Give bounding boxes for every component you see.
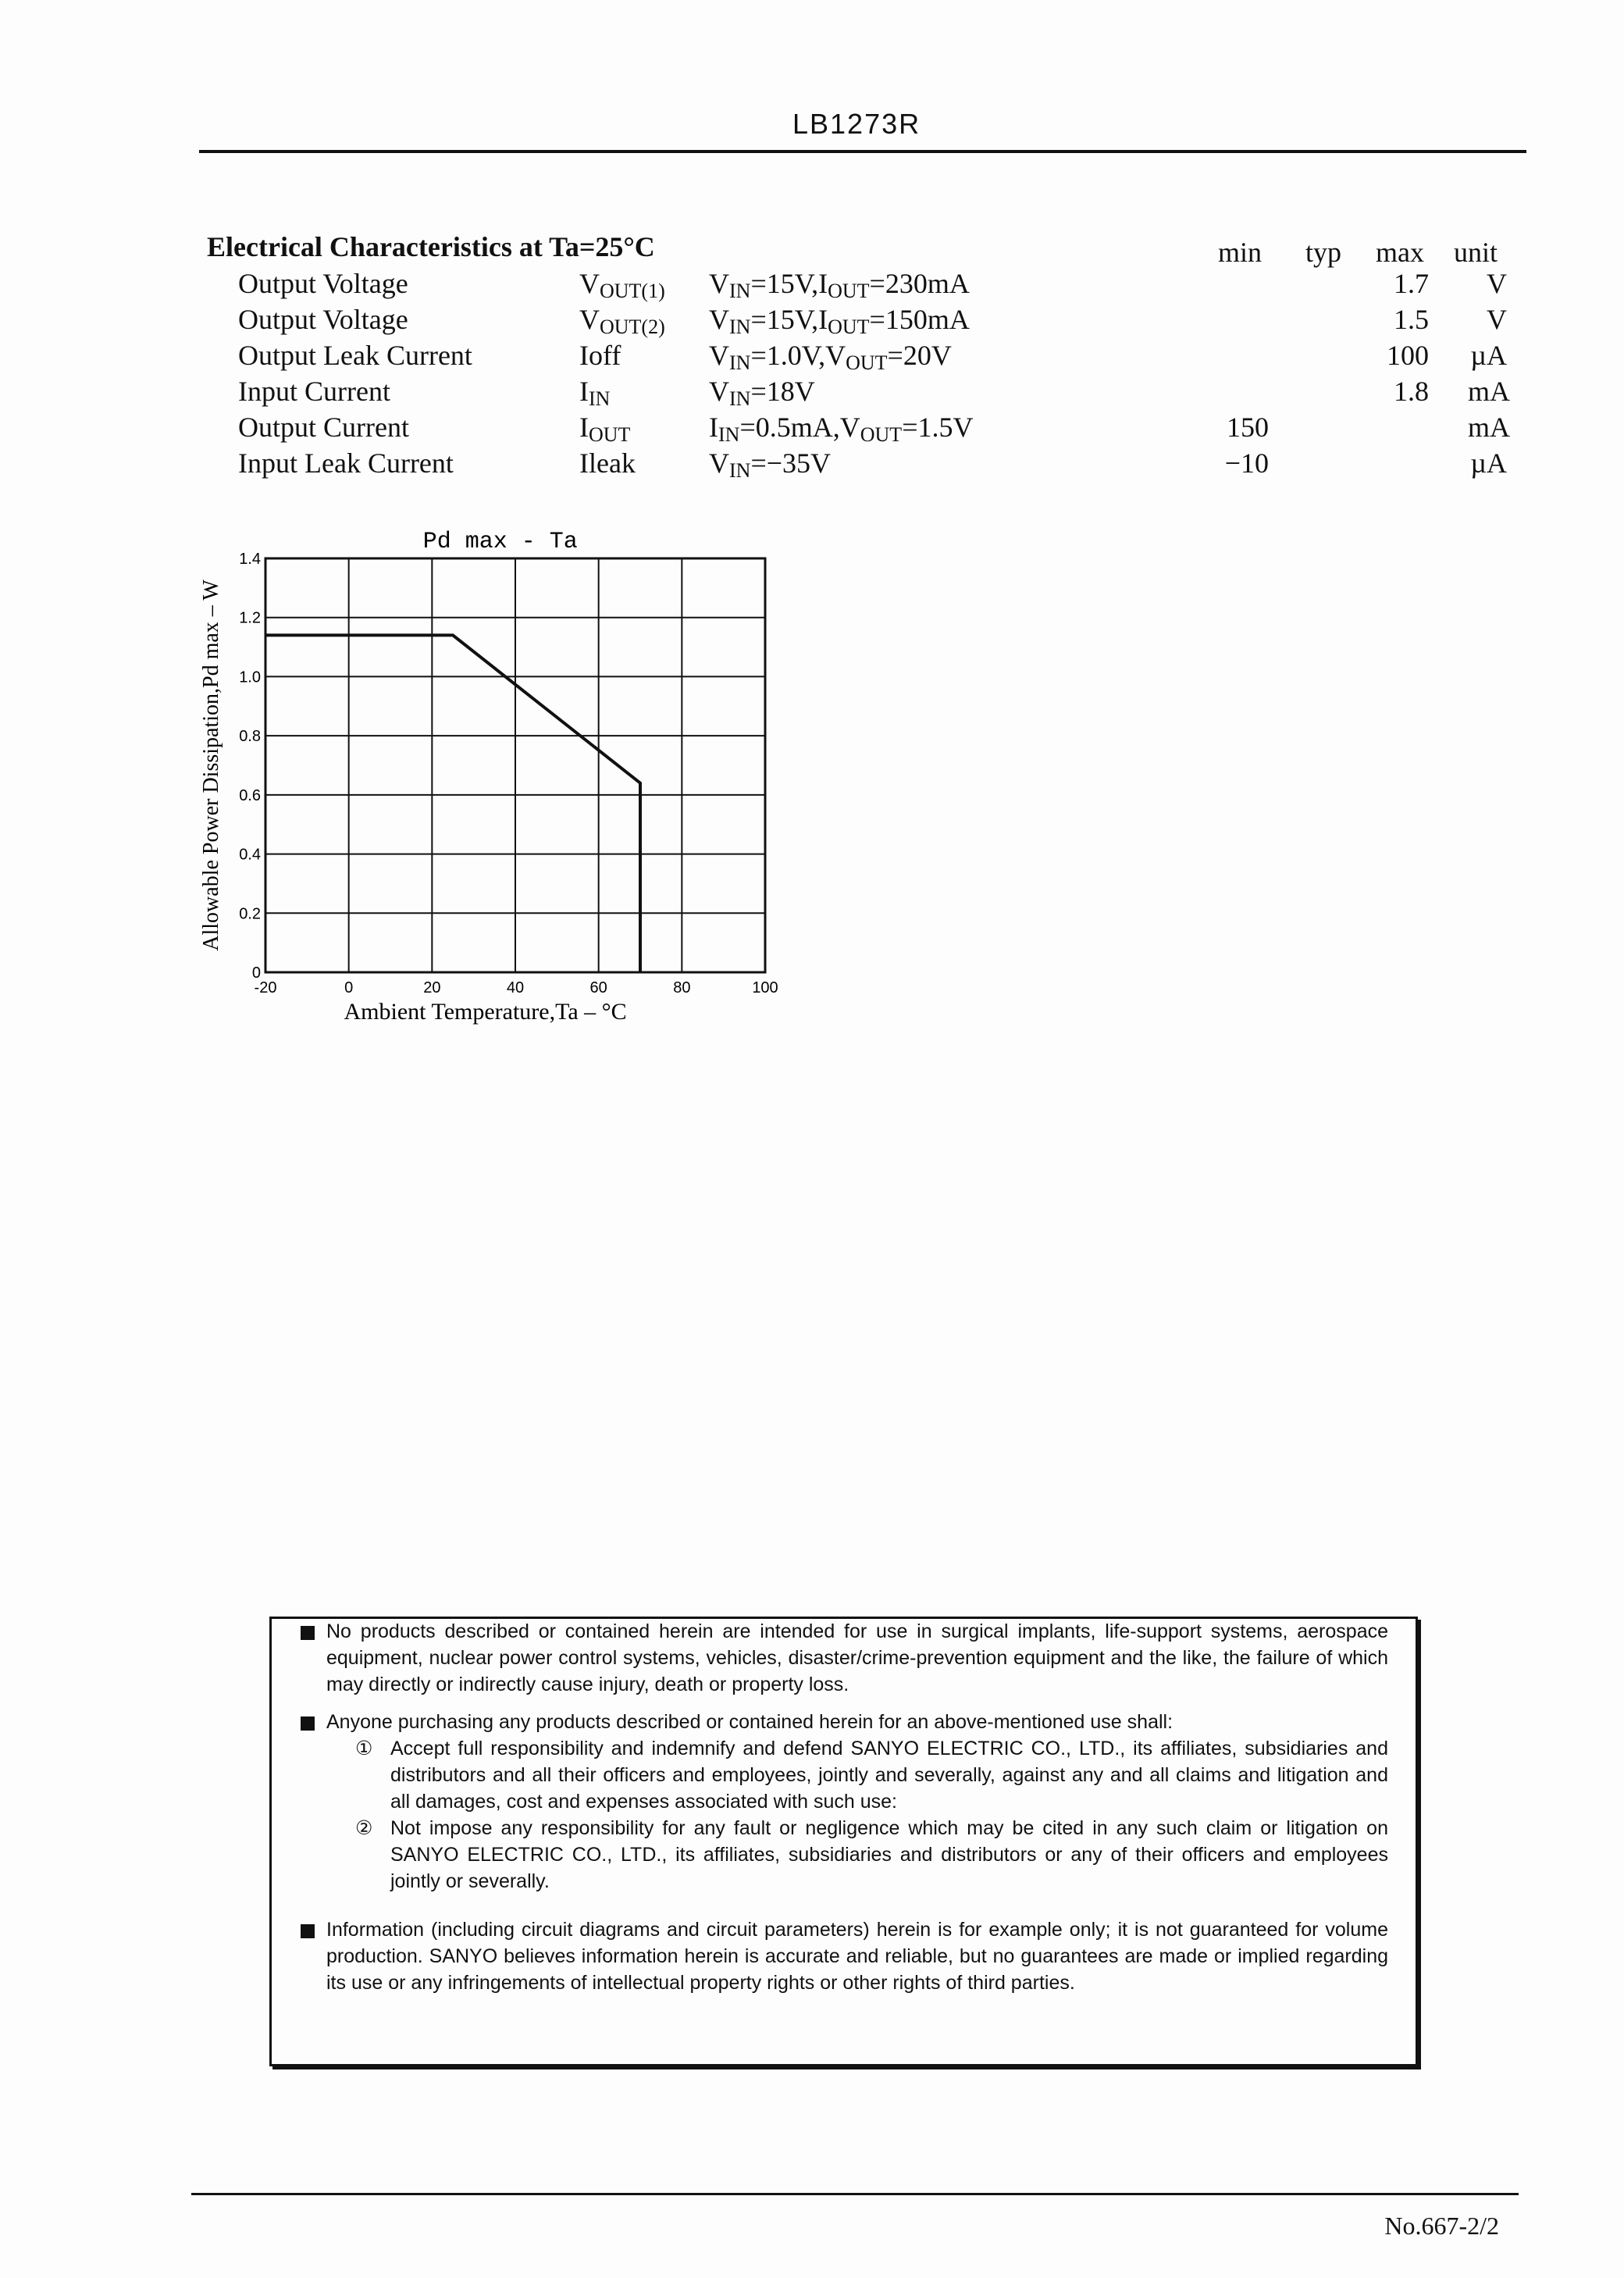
disclaimer-p1: No products described or contained herein are intended for use in surgical implants, life-support systems, aerospace equipment, nuclear power control systems, vehicles, disaster/crime-prevention equipment and the like, the failure of which may directly or indirectly cause injury, death or property loss. bbox=[326, 1620, 1388, 1695]
ec-min: −10 bbox=[1224, 447, 1269, 479]
ec-max: 1.8 bbox=[1394, 376, 1429, 407]
ec-unit: µA bbox=[1470, 340, 1507, 371]
ec-name: Output Current bbox=[238, 412, 409, 443]
ec-condition: $V_{IN}=18V$ bbox=[709, 376, 815, 410]
footer-rule bbox=[191, 2193, 1519, 2195]
item2-mark: ② bbox=[355, 1817, 373, 1839]
chart-svg bbox=[199, 519, 792, 1027]
y-tick-label: 0.2 bbox=[239, 905, 261, 923]
disclaimer-p3: Information (including circuit diagrams and circuit parameters) herein is for example only; it is not guaranteed for volume production. SANYO believes information herein is accurate and reliable, but no guarantees are made or implied regarding its use or any infringements of intellectual property rights or other rights of third parties. bbox=[326, 1919, 1388, 1994]
x-tick-label: 100 bbox=[752, 979, 778, 996]
chart-title: Pd max - Ta bbox=[422, 529, 578, 555]
ec-name: Input Leak Current bbox=[238, 447, 454, 479]
bullet-icon bbox=[301, 1717, 315, 1731]
ec-name: Output Voltage bbox=[238, 268, 408, 299]
ec-symbol: Ioff bbox=[579, 340, 621, 371]
y-axis-label: Allowable Power Dissipation,Pd max – W bbox=[199, 579, 223, 951]
ec-heading: Electrical Characteristics at Ta=25°C bbox=[207, 231, 655, 262]
y-tick-label: 0.6 bbox=[239, 786, 261, 804]
ec-name: Output Leak Current bbox=[238, 340, 472, 371]
disclaimer-p2: Anyone purchasing any products described or contained herein for an above-mentioned use shall: bbox=[326, 1711, 1173, 1733]
disclaimer-item1: Accept full responsibility and indemnify and defend SANYO ELECTRIC CO., LTD., its affiliates, subsidiaries and distributors and all their officers and employees, jointly and severally, against any and all claims and litigation and all damages, cost and expenses associated with such use: bbox=[390, 1738, 1388, 1813]
ec-max: 1.5 bbox=[1394, 304, 1429, 335]
y-tick-label: 0 bbox=[251, 964, 261, 982]
col-max: max bbox=[1376, 237, 1424, 268]
pd-ta-chart bbox=[199, 519, 792, 1027]
item1-mark: ① bbox=[355, 1738, 373, 1759]
x-tick-label: 60 bbox=[589, 979, 607, 996]
y-tick-label: 0.8 bbox=[239, 728, 261, 746]
ec-condition: $V_{IN}=15V,I_{OUT}=150mA$ bbox=[709, 304, 970, 338]
y-tick-label: 1.0 bbox=[239, 668, 261, 686]
x-tick-label: 40 bbox=[506, 979, 525, 996]
ec-symbol: $I_{OUT}$ bbox=[579, 412, 631, 446]
x-tick-label: 0 bbox=[344, 979, 354, 996]
x-tick-label: 80 bbox=[673, 979, 691, 996]
ec-unit: mA bbox=[1468, 412, 1510, 443]
col-min: min bbox=[1218, 237, 1263, 268]
bullet-icon bbox=[301, 1924, 315, 1938]
bullet-icon bbox=[301, 1626, 315, 1640]
ec-name: Input Current bbox=[238, 376, 390, 407]
ec-unit: V bbox=[1487, 304, 1507, 335]
ec-symbol: $V_{OUT(2)}$ bbox=[579, 304, 665, 338]
y-tick-label: 1.2 bbox=[239, 609, 261, 627]
x-tick-label: 20 bbox=[423, 979, 441, 996]
x-axis-label: Ambient Temperature,Ta – °C bbox=[344, 999, 627, 1025]
ec-symbol: $I_{IN}$ bbox=[579, 376, 611, 410]
ec-symbol: $V_{OUT(1)}$ bbox=[579, 268, 665, 302]
ec-symbol: Ileak bbox=[579, 447, 636, 479]
ec-condition: $I_{IN}=0.5mA,V_{OUT}=1.5V$ bbox=[709, 412, 974, 446]
col-unit: unit bbox=[1454, 237, 1498, 268]
series-line-pd-max bbox=[265, 635, 640, 972]
ec-condition: $V_{IN}=1.0V,V_{OUT}=20V$ bbox=[709, 340, 952, 374]
x-tick-label: -20 bbox=[254, 979, 277, 996]
ec-condition: $V_{IN}=15V,I_{OUT}=230mA$ bbox=[709, 268, 970, 302]
col-typ: typ bbox=[1305, 237, 1342, 268]
ec-max: 1.7 bbox=[1394, 268, 1429, 299]
header-rule bbox=[199, 150, 1526, 153]
ec-unit: V bbox=[1487, 268, 1507, 299]
disclaimer-item2: Not impose any responsibility for any fault or negligence which may be cited in any such claim or litigation on SANYO ELECTRIC CO., LTD., its affiliates, subsidiaries and distributors or any of their officers and employees jointly or severally. bbox=[390, 1817, 1388, 1892]
page-number: No.667-2/2 bbox=[1384, 2212, 1499, 2240]
ec-min: 150 bbox=[1227, 412, 1269, 443]
y-tick-label: 1.4 bbox=[239, 551, 261, 568]
ec-condition: $V_{IN}=-35V$ bbox=[709, 447, 832, 482]
y-tick-label: 0.4 bbox=[239, 846, 261, 864]
ec-unit: µA bbox=[1470, 447, 1507, 479]
ec-name: Output Voltage bbox=[238, 304, 408, 335]
part-number-title: LB1273R bbox=[792, 108, 921, 140]
ec-max: 100 bbox=[1387, 340, 1429, 371]
ec-unit: mA bbox=[1468, 376, 1510, 407]
